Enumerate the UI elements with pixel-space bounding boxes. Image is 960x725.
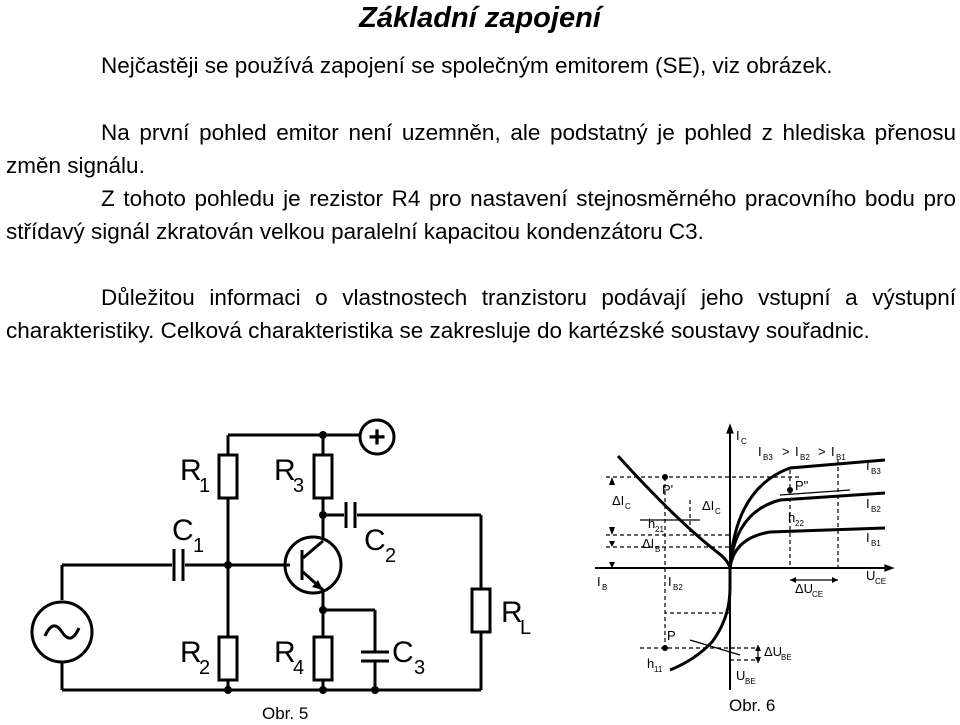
svg-text:ΔI: ΔI xyxy=(702,498,715,513)
svg-text:ΔU: ΔU xyxy=(764,644,783,659)
figure-6-caption: Obr. 6 xyxy=(729,696,776,715)
svg-text:U: U xyxy=(736,668,746,683)
svg-text:I: I xyxy=(736,428,740,443)
svg-text:>: > xyxy=(782,444,790,459)
svg-text:22: 22 xyxy=(795,519,804,528)
svg-text:ΔI: ΔI xyxy=(612,493,625,508)
svg-text:I: I xyxy=(866,496,870,511)
svg-text:R: R xyxy=(180,454,202,487)
svg-text:I: I xyxy=(668,574,672,589)
svg-text:h: h xyxy=(788,510,796,525)
paragraph-1: Nejčastěji se používá zapojení se společným emitorem (SE), viz obrázek. xyxy=(101,53,833,78)
svg-text:BE: BE xyxy=(745,677,756,686)
svg-text:C: C xyxy=(172,514,194,547)
svg-text:3: 3 xyxy=(414,657,426,679)
svg-text:C: C xyxy=(625,502,631,511)
svg-text:C: C xyxy=(364,524,386,557)
page-title: Základní zapojení xyxy=(359,2,601,34)
svg-text:C: C xyxy=(741,437,747,446)
svg-text:B: B xyxy=(655,545,661,554)
svg-text:L: L xyxy=(520,617,532,639)
svg-text:B1: B1 xyxy=(836,453,846,462)
svg-text:C: C xyxy=(715,507,721,516)
svg-text:2: 2 xyxy=(385,545,397,567)
svg-text:B2: B2 xyxy=(800,453,810,462)
svg-text:BE: BE xyxy=(781,653,792,662)
paragraph-2: Na první pohled emitor není uzemněn, ale podstatný je pohled z hlediska přenosu změn signálu. xyxy=(6,120,956,178)
svg-text:U: U xyxy=(866,568,876,583)
svg-text:I: I xyxy=(597,574,601,589)
svg-text:I: I xyxy=(758,444,762,459)
svg-text:B2: B2 xyxy=(871,505,881,514)
svg-text:ΔI: ΔI xyxy=(642,536,655,551)
svg-text:P: P xyxy=(667,628,676,643)
svg-text:I: I xyxy=(831,444,835,459)
svg-text:1: 1 xyxy=(193,535,205,557)
svg-text:21: 21 xyxy=(655,525,664,534)
svg-text:CE: CE xyxy=(875,577,887,586)
svg-text:R: R xyxy=(274,454,296,487)
svg-text:11: 11 xyxy=(654,665,663,674)
svg-text:P": P" xyxy=(795,478,809,493)
svg-text:P': P' xyxy=(662,482,674,497)
figure-5-caption: Obr. 5 xyxy=(262,704,309,723)
svg-text:R: R xyxy=(274,636,296,669)
svg-text:3: 3 xyxy=(293,475,305,497)
paragraph-3: Z tohoto pohledu je rezistor R4 pro nastavení stejnosměrného pracovního bodu pro střídavý signál zkratován velkou paralelní kapacitou kondenzátoru C3. xyxy=(6,186,956,244)
svg-text:I: I xyxy=(866,530,870,545)
svg-text:2: 2 xyxy=(199,657,211,679)
svg-text:B3: B3 xyxy=(871,467,881,476)
svg-text:B2: B2 xyxy=(673,583,683,592)
svg-text:I: I xyxy=(795,444,799,459)
svg-text:B: B xyxy=(602,583,608,592)
svg-text:ΔU: ΔU xyxy=(795,581,814,596)
svg-text:h: h xyxy=(647,656,655,671)
svg-text:1: 1 xyxy=(199,475,211,497)
svg-text:C: C xyxy=(392,636,414,669)
svg-text:B1: B1 xyxy=(871,539,881,548)
svg-text:B3: B3 xyxy=(763,453,773,462)
paragraph-4: Důležitou informaci o vlastnostech tranzistoru podávají jeho vstupní a výstupní charakteristiky. Celková charakteristika se zakresluje do kartézské soustavy souřadnic. xyxy=(6,285,956,343)
svg-text:I: I xyxy=(866,458,870,473)
svg-text:4: 4 xyxy=(293,657,305,679)
svg-text:R: R xyxy=(180,636,202,669)
svg-text:h: h xyxy=(648,516,656,531)
svg-text:CE: CE xyxy=(812,590,824,599)
svg-text:>: > xyxy=(818,444,826,459)
supply-label: + xyxy=(368,421,386,454)
svg-text:R: R xyxy=(501,596,523,629)
